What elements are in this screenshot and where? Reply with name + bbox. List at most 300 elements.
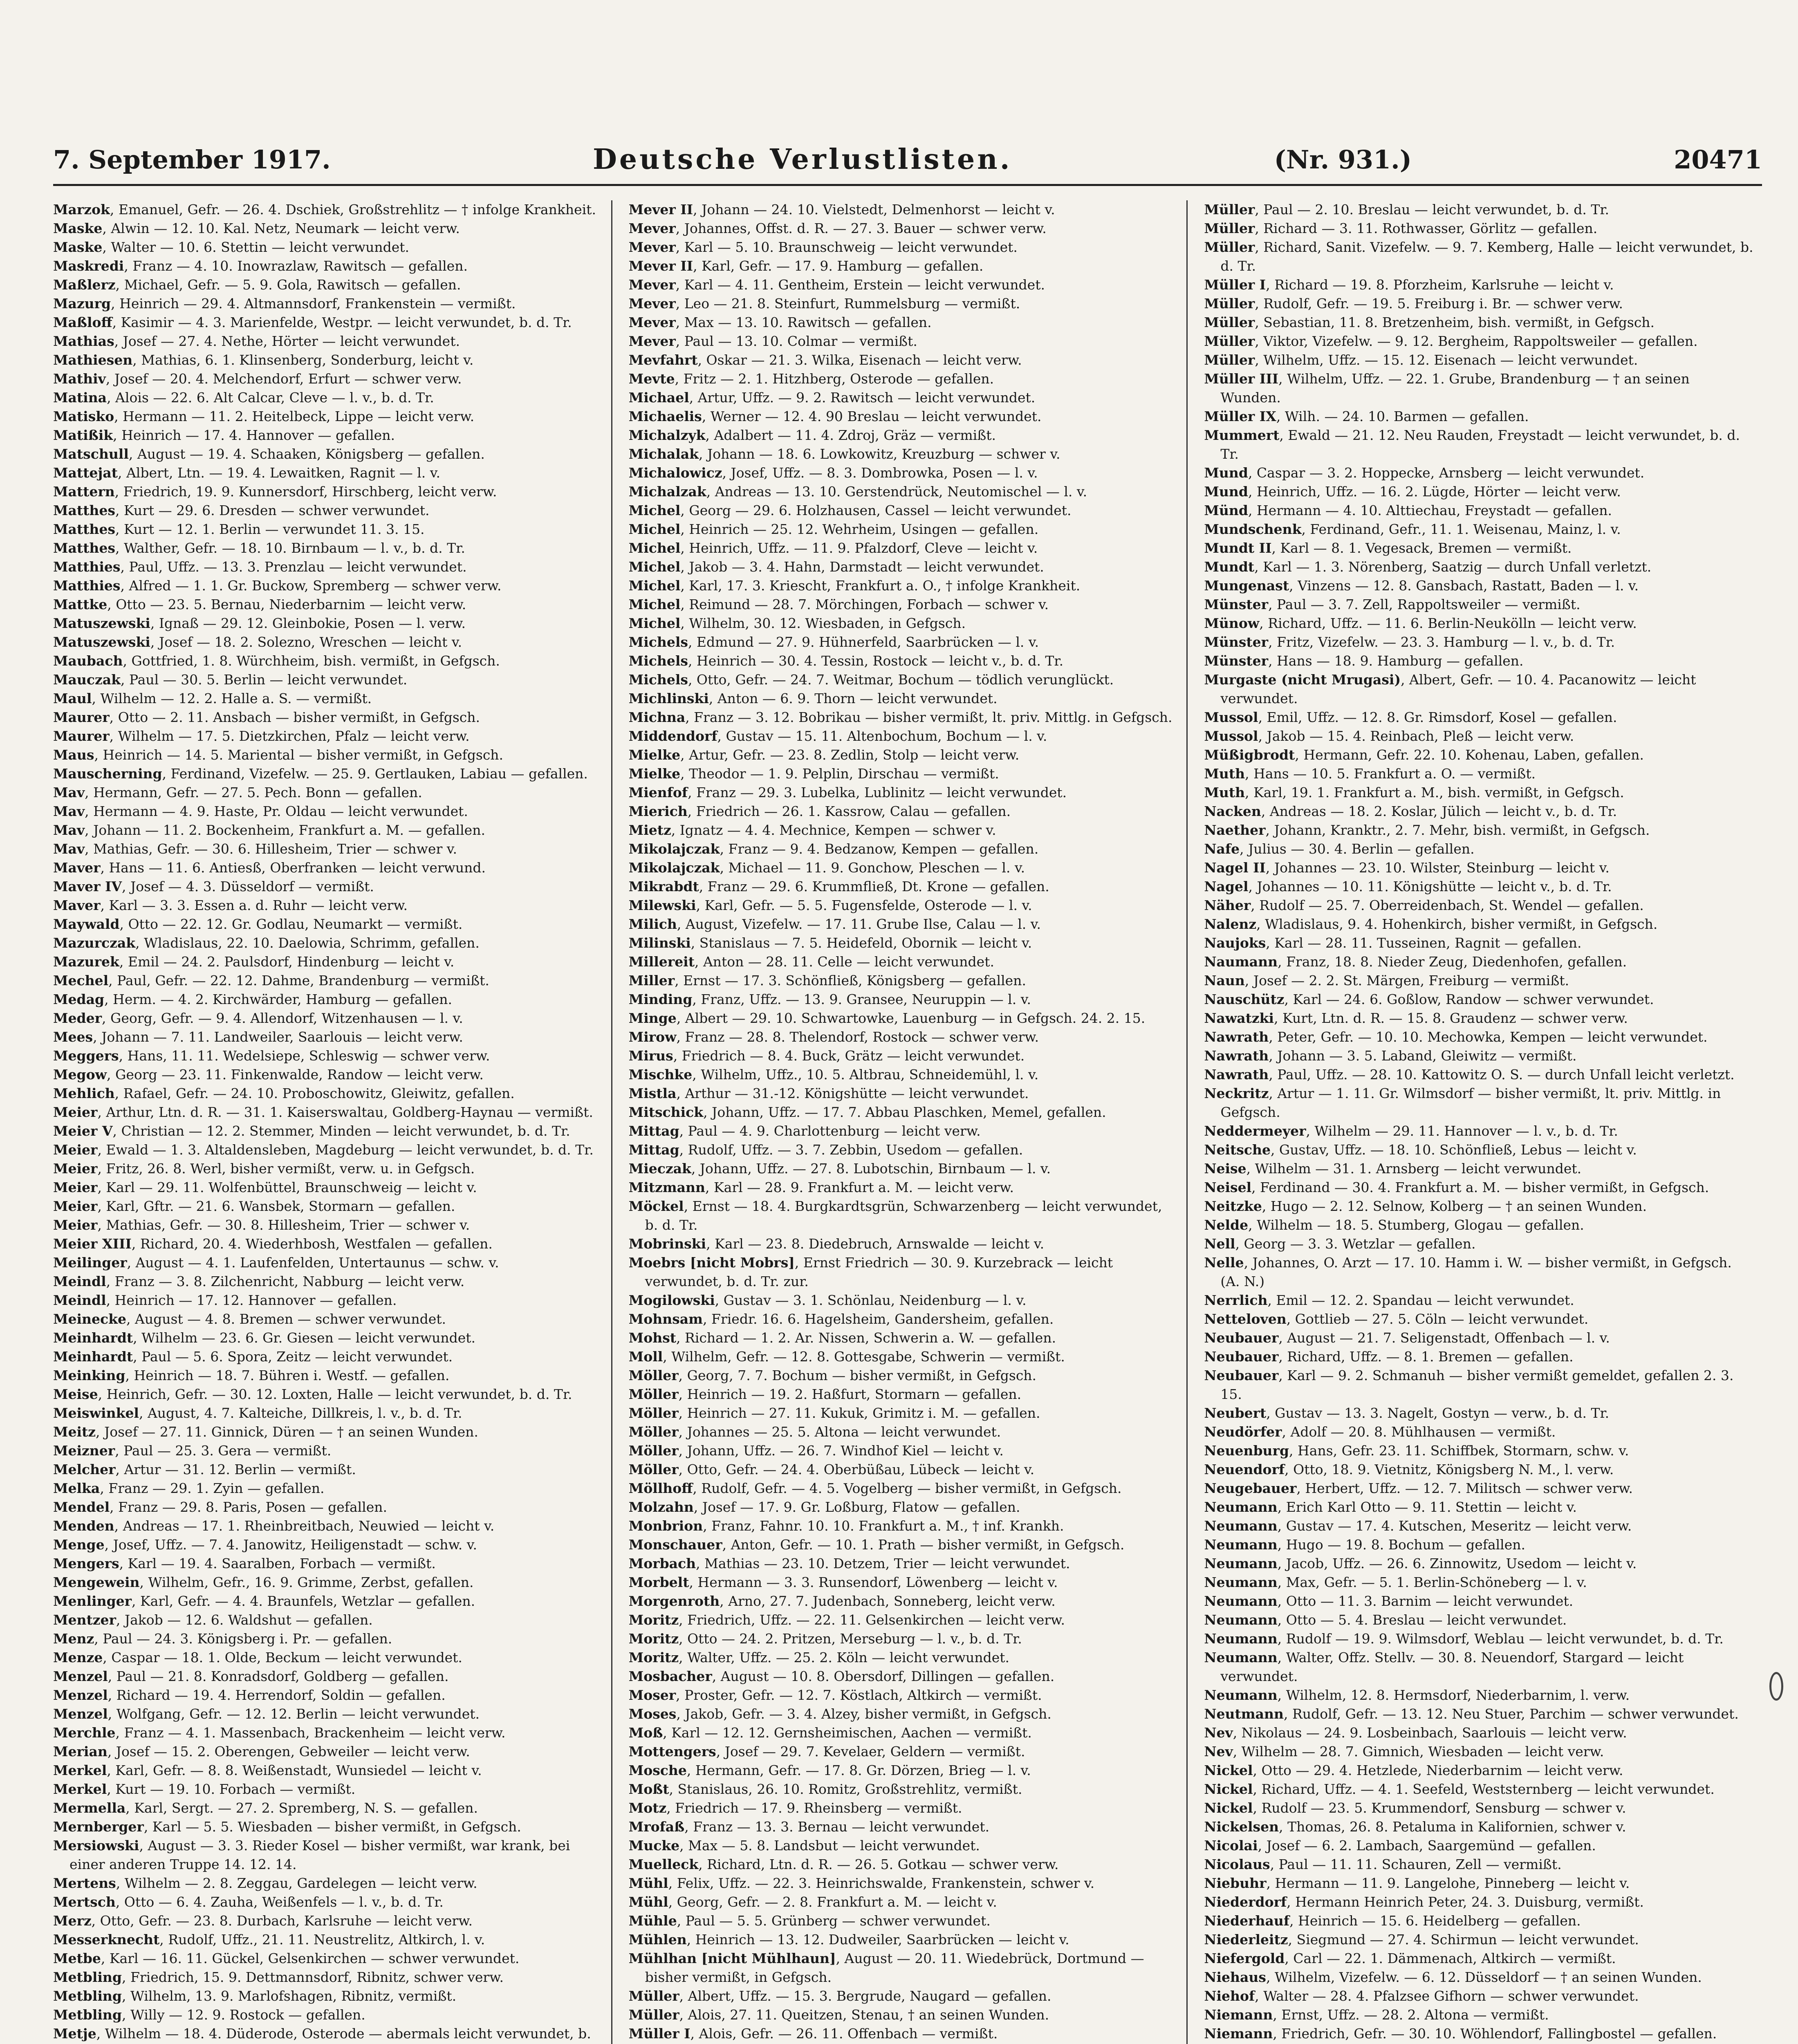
casualty-entry: Mever, Karl — 5. 10. Braunschweig — leicht verwundet. [628, 239, 1018, 255]
casualty-entry: Neubauer, August — 21. 7. Seligenstadt, Offenbach — l. v. [1204, 1330, 1610, 1346]
casualty-entry: Mielke, Artur, Gefr. — 23. 8. Zedlin, Stolp — leicht verw. [628, 747, 1020, 763]
casualty-entry: Müller, Viktor, Vizefelw. — 9. 12. Bergheim, Rappoltsweiler — gefallen. [1204, 333, 1698, 349]
entry-surname: Nickel [1204, 1800, 1253, 1816]
entry-surname: Menzel [53, 1706, 108, 1722]
entry-surname: Maul [53, 690, 92, 706]
casualty-entry: Mengewein, Wilhelm, Gefr., 16. 9. Grimme, Zerbst, gefallen. [53, 1574, 474, 1590]
casualty-entry: Matuszewski, Ignaß — 29. 12. Gleinbokie, Posen — l. verw. [53, 615, 466, 631]
casualty-entry: Michel, Heinrich — 25. 12. Wehrheim, Usingen — gefallen. [628, 521, 1039, 537]
casualty-entry: Nafe, Julius — 30. 4. Berlin — gefallen. [1204, 841, 1475, 857]
casualty-entry: Mazurczak, Wladislaus, 22. 10. Daelowia, Schrimm, gefallen. [53, 935, 480, 951]
casualty-entry: Mattern, Friedrich, 19. 9. Kunnersdorf, Hirschberg, leicht verw. [53, 484, 497, 500]
casualty-entry: Nalenz, Wladislaus, 9. 4. Hohenkirch, bisher vermißt, in Gefgsch. [1204, 916, 1658, 932]
entry-surname: Mundschenk [1204, 521, 1302, 537]
entry-surname: Mühl [628, 1875, 668, 1891]
casualty-entry: Meggers, Hans, 11. 11. Wedelsiepe, Schleswig — schwer verw. [53, 1048, 490, 1064]
casualty-entry: Neisel, Ferdinand — 30. 4. Frankfurt a. M. — bisher vermißt, in Gefgsch. [1204, 1179, 1709, 1195]
casualty-entry: Meinking, Heinrich — 18. 7. Bühren i. Westf. — gefallen. [53, 1367, 450, 1383]
casualty-entry: Möller, Otto, Gefr. — 24. 4. Oberbüßau, Lübeck — leicht v. [628, 1461, 1035, 1477]
entry-surname: Mertens [53, 1875, 116, 1891]
casualty-entry: Mav, Hermann, Gefr. — 27. 5. Pech. Bonn — gefallen. [53, 784, 422, 800]
entry-surname: Müller [1204, 239, 1255, 255]
casualty-entry: Münster, Paul — 3. 7. Zell, Rappoltsweiler — vermißt. [1204, 596, 1581, 612]
casualty-entry: Michaelis, Werner — 12. 4. 90 Breslau — leicht verwundet. [628, 408, 1042, 424]
casualty-entry: Milewski, Karl, Gefr. — 5. 5. Fugensfelde, Osterode — l. v. [628, 897, 1032, 913]
casualty-entry: Neckritz, Artur — 1. 11. Gr. Wilmsdorf — bisher vermißt, lt. priv. Mittlg. in Gefgsch. [1204, 1085, 1721, 1120]
entry-surname: Neitsche [1204, 1142, 1271, 1158]
casualty-entry: Matthes, Kurt — 12. 1. Berlin — verwundet 11. 3. 15. [53, 521, 425, 537]
entry-surname: Müller IX [1204, 408, 1276, 424]
entry-surname: Maver IV [53, 879, 122, 894]
casualty-entry: Münster, Hans — 18. 9. Hamburg — gefallen. [1204, 653, 1524, 669]
entry-surname: Meier XIII [53, 1236, 132, 1252]
casualty-entry: Mechel, Paul, Gefr. — 22. 12. Dahme, Brandenburg — vermißt. [53, 973, 489, 988]
entry-surname: Matthies [53, 578, 121, 594]
casualty-entry: Meitz, Josef — 27. 11. Ginnick, Düren — † an seinen Wunden. [53, 1424, 478, 1440]
casualty-entry: Mees, Johann — 7. 11. Landweiler, Saarlouis — leicht verw. [53, 1029, 463, 1045]
casualty-entry: Maske, Walter — 10. 6. Stettin — leicht verwundet. [53, 239, 410, 255]
casualty-entry: Muth, Hans — 10. 5. Frankfurt a. O. — vermißt. [1204, 766, 1536, 782]
casualty-entry: Meier V, Christian — 12. 2. Stemmer, Minden — leicht verwundet, b. d. Tr. [53, 1123, 570, 1139]
entry-surname: Niederleitz [1204, 1932, 1288, 1948]
entry-surname: Niederdorf [1204, 1894, 1287, 1910]
entry-surname: Mever [628, 220, 676, 236]
casualty-entry: Michel, Heinrich, Uffz. — 11. 9. Pfalzdorf, Cleve — leicht v. [628, 540, 1038, 556]
casualty-entry: Müller, Sebastian, 11. 8. Bretzenheim, bish. vermißt, in Gefgsch. [1204, 314, 1655, 330]
casualty-entry: Naujoks, Karl — 28. 11. Tusseinen, Ragnit — gefallen. [1204, 935, 1582, 951]
casualty-entry: Michel, Reimund — 28. 7. Mörchingen, Forbach — schwer v. [628, 596, 1049, 612]
entry-surname: Michalzyk [628, 427, 706, 443]
entry-surname: Netteloven [1204, 1311, 1287, 1327]
entry-surname: Metbe [53, 1950, 101, 1966]
casualty-entry: Mever II, Johann — 24. 10. Vielstedt, Delmenhorst — leicht v. [628, 202, 1055, 217]
entry-surname: Maywald [53, 916, 120, 932]
casualty-entry: Neutmann, Rudolf, Gefr. — 13. 12. Neu Stuer, Parchim — schwer verwundet. [1204, 1706, 1739, 1722]
entry-surname: Nawrath [1204, 1048, 1269, 1064]
casualty-entry: Minge, Albert — 29. 10. Schwartowke, Lauenburg — in Gefgsch. 24. 2. 15. [628, 1010, 1146, 1026]
entry-surname: Neddermeyer [1204, 1123, 1306, 1139]
entry-surname: Moritz [628, 1612, 679, 1628]
casualty-entry: Möller, Georg, 7. 7. Bochum — bisher vermißt, in Gefgsch. [628, 1367, 1037, 1383]
casualty-entry: Matthes, Kurt — 29. 6. Dresden — schwer verwundet. [53, 502, 430, 518]
entry-surname: Matißik [53, 427, 113, 443]
entry-surname: Meier [53, 1217, 98, 1233]
entry-surname: Merkel [53, 1762, 107, 1778]
entry-surname: Nickelsen [1204, 1819, 1279, 1835]
casualty-entry: Niederhauf, Heinrich — 15. 6. Heidelberg — gefallen. [1204, 1913, 1581, 1929]
casualty-entry: Moritz, Walter, Uffz. — 25. 2. Köln — leicht verwundet. [628, 1650, 1010, 1665]
casualty-entry: Möllhoff, Rudolf, Gefr. — 4. 5. Vogelberg — bisher vermißt, in Gefgsch. [628, 1480, 1122, 1496]
column-left [53, 200, 612, 2044]
casualty-entry: Matuszewski, Josef — 18. 2. Solezno, Wreschen — leicht v. [53, 634, 462, 650]
casualty-entry: Menge, Josef, Uffz. — 7. 4. Janowitz, Heiligenstadt — schw. v. [53, 1537, 477, 1553]
entry-surname: Maurer [53, 709, 110, 725]
entry-surname: Maskredi [53, 258, 124, 274]
casualty-entry: Nacken, Andreas — 18. 2. Koslar, Jülich — leicht v., b. d. Tr. [1204, 803, 1617, 819]
page-number: 20471 [1674, 144, 1762, 175]
casualty-entry: Meier, Mathias, Gefr. — 30. 8. Hillesheim, Trier — schwer v. [53, 1217, 470, 1233]
entry-surname: Neisel [1204, 1179, 1252, 1195]
entry-surname: Mieczak [628, 1161, 691, 1177]
casualty-entry: Nelle, Johannes, O. Arzt — 17. 10. Hamm i. W. — bisher vermißt, in Gefgsch. (A. N.) [1204, 1255, 1732, 1289]
entry-surname: Messerknecht [53, 1932, 160, 1948]
entry-surname: Monschauer [628, 1537, 722, 1553]
entry-surname: Moebrs [nicht Mobrs] [628, 1255, 795, 1271]
entry-surname: Matuszewski [53, 634, 150, 650]
casualty-entry: Metbling, Friedrich, 15. 9. Dettmannsdorf, Ribnitz, schwer verw. [53, 1969, 504, 1985]
casualty-entry: Moßt, Stanislaus, 26. 10. Romitz, Großstrehlitz, vermißt. [628, 1781, 1022, 1797]
casualty-entry: Mattejat, Albert, Ltn. — 19. 4. Lewaitken, Ragnit — l. v. [53, 465, 440, 481]
entry-surname: Muth [1204, 784, 1245, 800]
casualty-entry: Nicolai, Josef — 6. 2. Lambach, Saargemünd — gefallen. [1204, 1838, 1596, 1853]
casualty-entry: Muth, Karl, 19. 1. Frankfurt a. M., bish. vermißt, in Gefgsch. [1204, 784, 1624, 800]
entry-surname: Möller [628, 1405, 679, 1421]
entry-surname: Neubauer [1204, 1349, 1279, 1365]
casualty-entry: Meier, Karl, Gftr. — 21. 6. Wansbek, Stormarn — gefallen. [53, 1198, 455, 1214]
casualty-entry: Möller, Johannes — 25. 5. Altona — leicht verwundet. [628, 1424, 1001, 1440]
entry-surname: Nagel [1204, 879, 1249, 894]
casualty-entry: Millereit, Anton — 28. 11. Celle — leicht verwundet. [628, 954, 994, 970]
entry-surname: Müller [1204, 333, 1255, 349]
casualty-entry: Müller, Richard, Sanit. Vizefelw. — 9. 7. Kemberg, Halle — leicht verwundet, b. d. Tr. [1204, 239, 1753, 274]
entry-surname: Merchle [53, 1725, 116, 1741]
casualty-entry: Nelde, Wilhelm — 18. 5. Stumberg, Glogau — gefallen. [1204, 1217, 1584, 1233]
entry-surname: Mottengers [628, 1744, 716, 1759]
entry-surname: Mucke [628, 1838, 680, 1853]
entry-surname: Nelle [1204, 1255, 1244, 1271]
casualty-entry: Neitzke, Hugo — 2. 12. Selnow, Kolberg — † an seinen Wunden. [1204, 1198, 1647, 1214]
casualty-entry: Nagel, Johannes — 10. 11. Königshütte — leicht v., b. d. Tr. [1204, 879, 1612, 894]
entry-surname: Menzel [53, 1687, 108, 1703]
casualty-entry: Nawrath, Johann — 3. 5. Laband, Gleiwitz — vermißt. [1204, 1048, 1577, 1064]
entry-surname: Mittag [628, 1142, 679, 1158]
casualty-entry: Matißik, Heinrich — 17. 4. Hannover — gefallen. [53, 427, 395, 443]
entry-surname: Mever [628, 333, 676, 349]
casualty-entry: Niederdorf, Hermann Heinrich Peter, 24. 3. Duisburg, vermißt. [1204, 1894, 1644, 1910]
entry-surname: Metbling [53, 1969, 122, 1985]
entry-surname: Neuenburg [1204, 1443, 1289, 1459]
entry-surname: Neumann [1204, 1518, 1278, 1534]
casualty-entry: Niehaus, Wilhelm, Vizefelw. — 6. 12. Düsseldorf — † an seinen Wunden. [1204, 1969, 1702, 1985]
entry-surname: Meinhardt [53, 1330, 133, 1346]
casualty-entry: Moll, Wilhelm, Gefr. — 12. 8. Gottesgabe, Schwerin — vermißt. [628, 1349, 1065, 1365]
casualty-entry: Mittag, Paul — 4. 9. Charlottenburg — leicht verw. [628, 1123, 981, 1139]
casualty-entry: Mottengers, Josef — 29. 7. Kevelaer, Geldern — vermißt. [628, 1744, 1025, 1759]
entry-surname: Mussol [1204, 728, 1258, 744]
casualty-entry: Mielke, Theodor — 1. 9. Pelplin, Dirschau — vermißt. [628, 766, 999, 782]
entry-surname: Mattejat [53, 465, 118, 481]
casualty-entry: Metbling, Willy — 12. 9. Rostock — gefallen. [53, 2007, 365, 2023]
entry-surname: Menzel [53, 1668, 108, 1684]
entry-surname: Nawatzki [1204, 1010, 1274, 1026]
casualty-entry: Mohst, Richard — 1. 2. Ar. Nissen, Schwerin a. W. — gefallen. [628, 1330, 1056, 1346]
casualty-entry: Niemann, Friedrich, Gefr. — 30. 10. Wöhlendorf, Fallingbostel — gefallen. [1204, 2026, 1717, 2042]
casualty-entry: Miller, Ernst — 17. 3. Schönfließ, Königsberg — gefallen. [628, 973, 1026, 988]
casualty-entry: Müller III, Wilhelm, Uffz. — 22. 1. Grube, Brandenburg — † an seinen Wunden. [1204, 371, 1690, 406]
entry-surname: Mohnsam [628, 1311, 703, 1327]
casualty-entry: Mosbacher, August — 10. 8. Obersdorf, Dillingen — gefallen. [628, 1668, 1055, 1684]
casualty-entry: Melka, Franz — 29. 1. Zyin — gefallen. [53, 1480, 325, 1496]
entry-surname: Meiswinkel [53, 1405, 139, 1421]
casualty-entry: Maurer, Otto — 2. 11. Ansbach — bisher vermißt, in Gefgsch. [53, 709, 480, 725]
entry-surname: Middendorf [628, 728, 717, 744]
entry-surname: Minge [628, 1010, 677, 1026]
entry-surname: Möller [628, 1424, 679, 1440]
entry-surname: Motz [628, 1800, 667, 1816]
casualty-entry: Neudörfer, Adolf — 20. 8. Mühlhausen — vermißt. [1204, 1424, 1556, 1440]
entry-surname: Milinski [628, 935, 691, 951]
entry-surname: Meier [53, 1198, 98, 1214]
entry-surname: Mienfof [628, 784, 688, 800]
entry-surname: Melka [53, 1480, 100, 1496]
casualty-entry: Mummert, Ewald — 21. 12. Neu Rauden, Freystadt — leicht verwundet, b. d. Tr. [1204, 427, 1740, 462]
entry-surname: Meinhardt [53, 1349, 133, 1365]
casualty-entry: Maywald, Otto — 22. 12. Gr. Godlau, Neumarkt — vermißt. [53, 916, 463, 932]
entry-surname: Münster [1204, 596, 1269, 612]
casualty-entry: Nawrath, Peter, Gefr. — 10. 10. Mechowka, Kempen — leicht verwundet. [1204, 1029, 1708, 1045]
page-header [53, 135, 1762, 186]
entry-surname: Maurer [53, 728, 110, 744]
casualty-entry: Mever II, Karl, Gefr. — 17. 9. Hamburg — gefallen. [628, 258, 984, 274]
casualty-entry: Meder, Georg, Gefr. — 9. 4. Allendorf, Witzenhausen — l. v. [53, 1010, 463, 1026]
entry-surname: Meinecke [53, 1311, 127, 1327]
entry-surname: Mever [628, 239, 676, 255]
casualty-entry: Neumann, Gustav — 17. 4. Kutschen, Meseritz — leicht verw. [1204, 1518, 1632, 1534]
entry-surname: Marzok [53, 202, 110, 217]
casualty-entry: Murgaste (nicht Mrugasi), Albert, Gefr. — 10. 4. Pacanowitz — leicht verwundet. [1204, 672, 1696, 706]
casualty-entry: Mendel, Franz — 29. 8. Paris, Posen — gefallen. [53, 1499, 388, 1515]
entry-surname: Miller [628, 973, 675, 988]
entry-surname: Neudörfer [1204, 1424, 1282, 1440]
casualty-entry: Mundt II, Karl — 8. 1. Vegesack, Bremen — vermißt. [1204, 540, 1572, 556]
entry-surname: Mathias [53, 333, 114, 349]
entry-surname: Münster [1204, 634, 1269, 650]
entry-surname: Mathiesen [53, 352, 133, 368]
entry-surname: Mersiowski [53, 1838, 139, 1853]
casualty-entry: Metbe, Karl — 16. 11. Gückel, Gelsenkirchen — schwer verwundet. [53, 1950, 520, 1966]
entry-surname: Nickel [1204, 1762, 1253, 1778]
entry-surname: Michalzak [628, 484, 706, 500]
entry-surname: Moßt [628, 1781, 669, 1797]
casualty-entry: Nagel II, Johannes — 23. 10. Wilster, Steinburg — leicht v. [1204, 860, 1610, 876]
casualty-entry: Molzahn, Josef — 17. 9. Gr. Loßburg, Flatow — gefallen. [628, 1499, 1020, 1515]
entry-surname: Müller [628, 1988, 679, 2004]
entry-surname: Mistla [628, 1085, 677, 1101]
casualty-entry: Niebuhr, Hermann — 11. 9. Langelohe, Pinneberg — leicht v. [1204, 1875, 1630, 1891]
casualty-entry: Michalzak, Andreas — 13. 10. Gerstendrück, Neutomischel — l. v. [628, 484, 1087, 500]
entry-surname: Neumann [1204, 1574, 1278, 1590]
entry-surname: Mattke [53, 596, 108, 612]
entry-surname: Mundt [1204, 559, 1255, 575]
entry-surname: Möckel [628, 1198, 684, 1214]
entry-surname: Müller I [1204, 277, 1266, 293]
entry-surname: Meise [53, 1386, 98, 1402]
casualty-entry: Müller, Alois, 27. 11. Queitzen, Stenau, † an seinen Wunden. [628, 2007, 1049, 2023]
casualty-entry: Mav, Mathias, Gefr. — 30. 6. Hillesheim, Trier — schwer v. [53, 841, 457, 857]
entry-surname: Nawrath [1204, 1029, 1269, 1045]
entry-surname: Nicolai [1204, 1838, 1258, 1853]
casualty-entry: Müller I, Alois, Gefr. — 26. 11. Offenbach — vermißt. [628, 2026, 998, 2042]
casualty-entry: Müller, Richard — 3. 11. Rothwasser, Görlitz — gefallen. [1204, 220, 1598, 236]
casualty-entry: Mienfof, Franz — 29. 3. Lubelka, Lublinitz — leicht verwundet. [628, 784, 1067, 800]
casualty-entry: Moses, Jakob, Gefr. — 3. 4. Alzey, bisher vermißt, in Gefgsch. [628, 1706, 1051, 1722]
entry-surname: Neumann [1204, 1631, 1278, 1647]
casualty-entry: Nickel, Richard, Uffz. — 4. 1. Seefeld, Weststernberg — leicht verwundet. [1204, 1781, 1715, 1797]
entry-surname: Morbach [628, 1555, 696, 1571]
casualty-entry: Maurer, Wilhelm — 17. 5. Dietzkirchen, Pfalz — leicht verw. [53, 728, 470, 744]
entry-surname: Mietz [628, 822, 671, 838]
casualty-entry: Neumann, Jacob, Uffz. — 26. 6. Zinnowitz, Usedom — leicht v. [1204, 1555, 1637, 1571]
publication-title: Deutsche Verlustlisten. [592, 143, 1012, 176]
entry-surname: Mikolajczak [628, 841, 720, 857]
casualty-entry: Matisko, Hermann — 11. 2. Heitelbeck, Lippe — leicht verw. [53, 408, 475, 424]
casualty-entry: Meier, Karl — 29. 11. Wolfenbüttel, Braunschweig — leicht v. [53, 1179, 477, 1195]
casualty-entry: Neumann, Max, Gefr. — 5. 1. Berlin-Schöneberg — l. v. [1204, 1574, 1587, 1590]
entry-surname: Monbrion [628, 1518, 703, 1534]
entry-surname: Neutmann [1204, 1706, 1284, 1722]
casualty-entry: Michels, Heinrich — 30. 4. Tessin, Rostock — leicht v., b. d. Tr. [628, 653, 1064, 669]
entry-surname: Mittag [628, 1123, 679, 1139]
entry-surname: Michlinski [628, 690, 709, 706]
casualty-entry: Mittag, Rudolf, Uffz. — 3. 7. Zebbin, Usedom — gefallen. [628, 1142, 1023, 1158]
casualty-entry: Menden, Andreas — 17. 1. Rheinbreitbach, Neuwied — leicht v. [53, 1518, 495, 1534]
entry-surname: Müller [628, 2007, 679, 2023]
entry-surname: Menz [53, 1631, 94, 1647]
entry-surname: Möller [628, 1367, 679, 1383]
entry-surname: Nacken [1204, 803, 1261, 819]
casualty-entry: Mosche, Hermann, Gefr. — 17. 8. Gr. Dörzen, Brieg — l. v. [628, 1762, 1031, 1778]
casualty-entry: Mistla, Arthur — 31.-12. Königshütte — leicht verwundet. [628, 1085, 1029, 1101]
entry-surname: Neubauer [1204, 1330, 1279, 1346]
entry-surname: Merz [53, 1913, 92, 1929]
entry-surname: Michaelis [628, 408, 702, 424]
casualty-entry: Matschull, August — 19. 4. Schaaken, Königsberg — gefallen. [53, 446, 485, 462]
casualty-entry: Morbelt, Hermann — 3. 3. Runsendorf, Löwenberg — leicht v. [628, 1574, 1058, 1590]
entry-surname: Neugebauer [1204, 1480, 1297, 1496]
casualty-entry: Mengers, Karl — 19. 4. Saaralben, Forbach — vermißt. [53, 1555, 436, 1571]
entry-surname: Mav [53, 803, 85, 819]
entry-surname: Neumann [1204, 1612, 1278, 1628]
entry-surname: Mazurg [53, 296, 111, 312]
entry-surname: Michael [628, 390, 689, 406]
entry-surname: Michel [628, 578, 681, 594]
casualty-entry: Moritz, Friedrich, Uffz. — 22. 11. Gelsenkirchen — leicht verw. [628, 1612, 1065, 1628]
entry-surname: Neumann [1204, 1499, 1278, 1515]
entry-surname: Morbelt [628, 1574, 689, 1590]
entry-surname: Mikolajczak [628, 860, 720, 876]
entry-surname: Mazurczak [53, 935, 136, 951]
casualty-entry: Mav, Johann — 11. 2. Bockenheim, Frankfurt a. M. — gefallen. [53, 822, 485, 838]
casualty-entry: Matthies, Alfred — 1. 1. Gr. Buckow, Spremberg — schwer verw. [53, 578, 502, 594]
casualty-entry: Mever, Max — 13. 10. Rawitsch — gefallen. [628, 314, 932, 330]
entry-surname: Nagel II [1204, 860, 1266, 876]
entry-surname: Maver [53, 860, 101, 876]
casualty-entry: Motz, Friedrich — 17. 9. Rheinsberg — vermißt. [628, 1800, 962, 1816]
casualty-entry: Mazurg, Heinrich — 29. 4. Altmannsdorf, Frankenstein — vermißt. [53, 296, 516, 312]
casualty-entry: Meinhardt, Paul — 5. 6. Spora, Zeitz — leicht verwundet. [53, 1349, 453, 1365]
entry-surname: Mevfahrt [628, 352, 698, 368]
casualty-entry: Marzok, Emanuel, Gefr. — 26. 4. Dschiek, Großstrehlitz — † infolge Krankheit. [53, 202, 596, 217]
casualty-entry: Mühl, Felix, Uffz. — 22. 3. Heinrichswalde, Frankenstein, schwer v. [628, 1875, 1095, 1891]
casualty-entry: Maver, Hans — 11. 6. Antiesß, Oberfranken — leicht verwund. [53, 860, 486, 876]
entry-surname: Meier [53, 1179, 98, 1195]
entry-surname: Möller [628, 1386, 679, 1402]
casualty-entry: Mathiesen, Mathias, 6. 1. Klinsenberg, Sonderburg, leicht v. [53, 352, 474, 368]
casualty-entry: Meinhardt, Wilhelm — 23. 6. Gr. Giesen — leicht verwundet. [53, 1330, 475, 1346]
casualty-entry: Münd, Hermann — 4. 10. Alttiechau, Freystadt — gefallen. [1204, 502, 1612, 518]
casualty-entry: Mühlen, Heinrich — 13. 12. Dudweiler, Saarbrücken — leicht v. [628, 1932, 1069, 1948]
entry-surname: Moses [628, 1706, 677, 1722]
casualty-entry: Matthies, Paul, Uffz. — 13. 3. Prenzlau — leicht verwundet. [53, 559, 467, 575]
casualty-entry: Meise, Heinrich, Gefr. — 30. 12. Loxten, Halle — leicht verwundet, b. d. Tr. [53, 1386, 572, 1402]
casualty-entry: Mattke, Otto — 23. 5. Bernau, Niederbarnim — leicht verw. [53, 596, 466, 612]
entry-surname: Mengewein [53, 1574, 140, 1590]
entry-surname: Matthes [53, 540, 115, 556]
entry-surname: Mobrinski [628, 1236, 706, 1252]
entry-surname: Möller [628, 1443, 679, 1459]
entry-surname: Niebuhr [1204, 1875, 1267, 1891]
casualty-entry: Menzel, Paul — 21. 8. Konradsdorf, Goldberg — gefallen. [53, 1668, 449, 1684]
entry-surname: Metbling [53, 1988, 122, 2004]
entry-surname: Michel [628, 559, 681, 575]
entry-surname: Nev [1204, 1725, 1233, 1741]
casualty-entry: Nickel, Rudolf — 23. 5. Krummendorf, Sensburg — schwer v. [1204, 1800, 1626, 1816]
casualty-entry: Mermella, Karl, Sergt. — 27. 2. Spremberg, N. S. — gefallen. [53, 1800, 478, 1816]
entry-surname: Mund [1204, 484, 1248, 500]
casualty-entry: Neuenburg, Hans, Gefr. 23. 11. Schiffbek, Stormarn, schw. v. [1204, 1443, 1629, 1459]
entry-surname: Matthes [53, 521, 115, 537]
casualty-entry: Muelleck, Richard, Ltn. d. R. — 26. 5. Gotkau — schwer verw. [628, 1856, 1059, 1872]
entry-surname: Neitzke [1204, 1198, 1262, 1214]
casualty-entry: Nerrlich, Emil — 12. 2. Spandau — leicht verwundet. [1204, 1292, 1574, 1308]
casualty-entry: Mobrinski, Karl — 23. 8. Diedebruch, Arnswalde — leicht v. [628, 1236, 1045, 1252]
casualty-entry: Meier XIII, Richard, 20. 4. Wiederhbosh, Westfalen — gefallen. [53, 1236, 493, 1252]
casualty-entry: Mentzer, Jakob — 12. 6. Waldshut — gefallen. [53, 1612, 373, 1628]
entry-surname: Menlinger [53, 1593, 132, 1609]
entry-surname: Mogilowski [628, 1292, 715, 1308]
casualty-entry: Michel, Karl, 17. 3. Kriescht, Frankfurt a. O., † infolge Krankheit. [628, 578, 1081, 594]
entry-surname: Mazurek [53, 954, 119, 970]
casualty-entry: Matina, Alois — 22. 6. Alt Calcar, Cleve — l. v., b. d. Tr. [53, 390, 434, 406]
entry-surname: Mentzer [53, 1612, 116, 1628]
entry-surname: Mever II [628, 202, 693, 217]
entry-surname: Maubach [53, 653, 123, 669]
casualty-entry: Medag, Herm. — 4. 2. Kirchwärder, Hamburg — gefallen. [53, 991, 452, 1007]
entry-surname: Müßigbrodt [1204, 747, 1295, 763]
entry-surname: Moritz [628, 1650, 679, 1665]
casualty-entry: Möckel, Ernst — 18. 4. Burgkardtsgrün, Schwarzenberg — leicht verwundet, b. d. Tr. [628, 1198, 1162, 1233]
entry-surname: Melcher [53, 1461, 116, 1477]
entry-surname: Meier [53, 1142, 98, 1158]
entry-surname: Mund [1204, 465, 1248, 481]
casualty-entry: Neitsche, Gustav, Uffz. — 18. 10. Schönfließ, Lebus — leicht v. [1204, 1142, 1637, 1158]
casualty-entry: Maver, Karl — 3. 3. Essen a. d. Ruhr — leicht verw. [53, 897, 408, 913]
entry-surname: Moll [628, 1349, 663, 1365]
entry-surname: Michels [628, 634, 688, 650]
entry-surname: Muth [1204, 766, 1245, 782]
casualty-entry: Michalak, Johann — 18. 6. Lowkowitz, Kreuzburg — schwer v. [628, 446, 1060, 462]
casualty-entry: Morgenroth, Arno, 27. 7. Judenbach, Sonneberg, leicht verw. [628, 1593, 1056, 1609]
casualty-entry: Menzel, Wolfgang, Gefr. — 12. 12. Berlin — leicht verwundet. [53, 1706, 480, 1722]
casualty-entry: Naun, Josef — 2. 2. St. Märgen, Freiburg — vermißt. [1204, 973, 1569, 988]
casualty-entry: Maul, Wilhelm — 12. 2. Halle a. S. — vermißt. [53, 690, 372, 706]
casualty-entry: Mucke, Max — 5. 8. Landsbut — leicht verwundet. [628, 1838, 980, 1853]
casualty-entry: Mehlich, Rafael, Gefr. — 24. 10. Proboschowitz, Gleiwitz, gefallen. [53, 1085, 515, 1101]
entry-surname: Mühl [628, 1894, 668, 1910]
casualty-entry: Neubert, Gustav — 13. 3. Nagelt, Gostyn — verw., b. d. Tr. [1204, 1405, 1610, 1421]
entry-surname: Merian [53, 1744, 108, 1759]
casualty-entry: Meizner, Paul — 25. 3. Gera — vermißt. [53, 1443, 332, 1459]
